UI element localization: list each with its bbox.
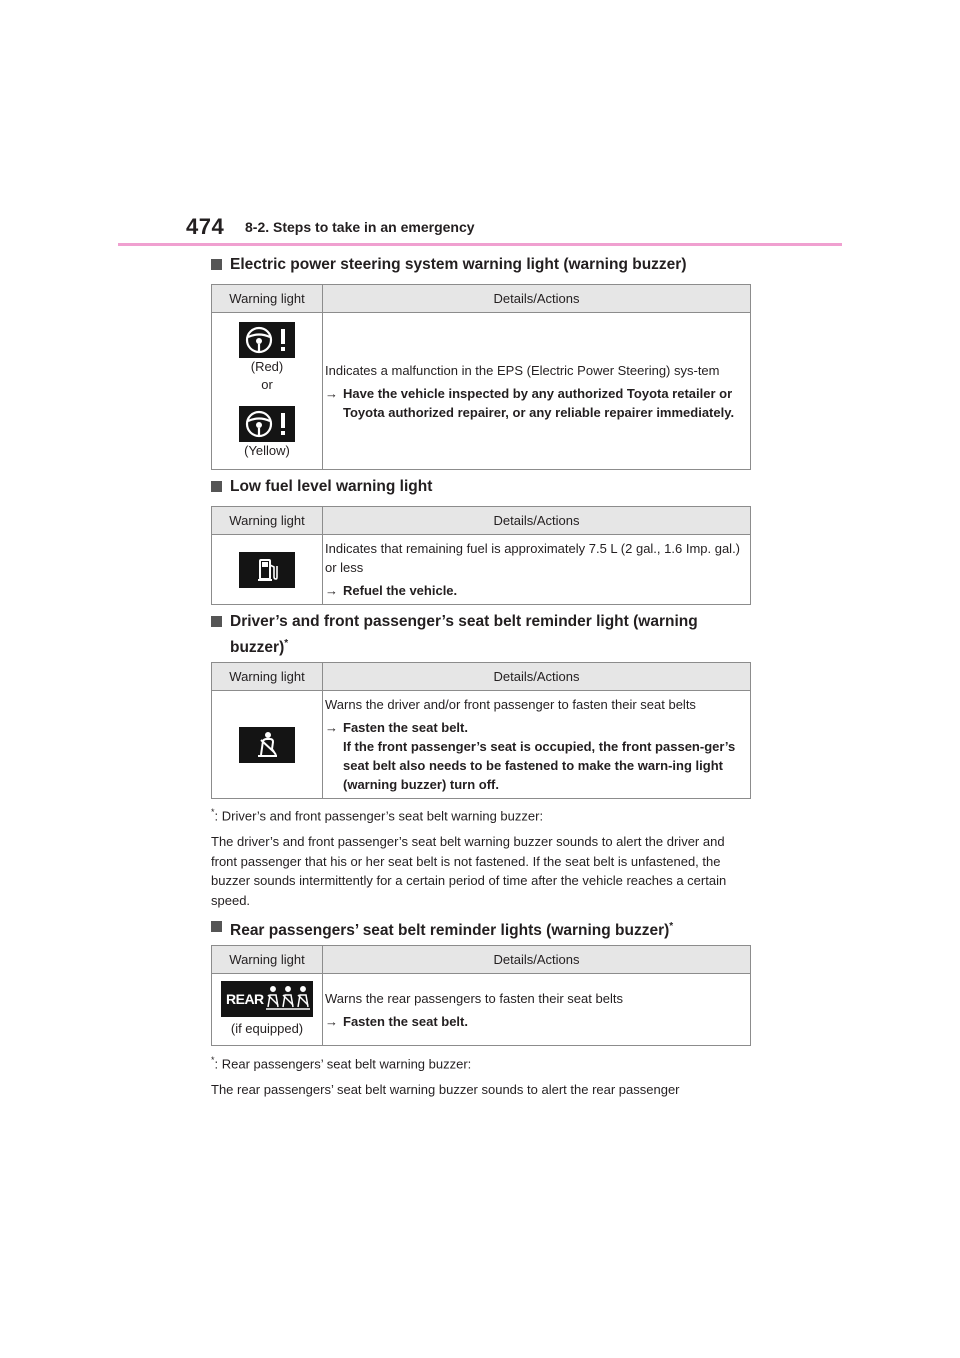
square-bullet-icon xyxy=(211,921,222,932)
caption-red: (Red) xyxy=(250,359,284,374)
rear-heading-text: Rear passengers’ seat belt reminder lights (warning buzzer) xyxy=(230,922,670,940)
fuel-table xyxy=(211,506,751,605)
arrow-icon: → xyxy=(325,720,338,735)
eps-heading xyxy=(211,254,751,276)
seatbelt-icon-cell xyxy=(212,691,323,799)
eps-detail-text: Indicates a malfunction in the EPS (Electric Power Steering) sys-tem xyxy=(325,362,720,378)
rear-caption: (if equipped) xyxy=(230,1021,304,1036)
rear-section xyxy=(211,916,751,942)
eps-heading-text: Electric power steering system warning light (warning buzzer) xyxy=(230,256,687,273)
eps-icon-cell xyxy=(212,313,323,470)
eps-action xyxy=(325,384,748,422)
col-details: Details/Actions xyxy=(323,285,751,313)
fuel-table-wrap xyxy=(211,506,751,605)
col-warning-light: Warning light xyxy=(212,663,323,691)
rear-action xyxy=(325,1012,748,1031)
seatbelt-table-wrap xyxy=(211,662,751,799)
seatbelt-action-text: Fasten the seat belt. xyxy=(343,720,468,735)
footnote-mark: * xyxy=(211,807,215,817)
section-title: 8-2. Steps to take in an emergency xyxy=(245,219,475,235)
seatbelt-reminder-icon xyxy=(239,727,295,763)
rear-icon-label: REAR xyxy=(226,991,264,1007)
fuel-action xyxy=(325,581,748,600)
rear-details-cell xyxy=(323,974,751,1046)
arrow-icon: → xyxy=(325,1013,338,1029)
header-divider xyxy=(118,243,842,246)
square-bullet-icon xyxy=(211,481,222,492)
rear-action-text: Fasten the seat belt. xyxy=(343,1013,468,1029)
footnote-mark: * xyxy=(284,638,289,649)
caption-or: or xyxy=(261,377,273,392)
arrow-icon: → xyxy=(325,385,338,401)
fuel-action-text: Refuel the vehicle. xyxy=(343,583,458,598)
seatbelt-table xyxy=(211,662,751,799)
fuel-heading-text: Low fuel level warning light xyxy=(230,478,433,495)
rear-icon-cell xyxy=(212,974,323,1046)
footnote-2-text: : Rear passengers’ seat belt warning buzzer: xyxy=(214,1056,472,1072)
rear-heading xyxy=(211,916,751,942)
seatbelt-action xyxy=(325,718,748,794)
footnote-mark: * xyxy=(669,921,674,932)
eps-action-text: Have the vehicle inspected by any authorized Toyota retailer or Toyota authorized repairer, or any reliable repairer immediately. xyxy=(343,385,735,420)
page-number: 474 xyxy=(186,214,225,239)
col-details: Details/Actions xyxy=(323,507,751,535)
rear-detail-text: Warns the rear passengers to fasten their seat belts xyxy=(325,990,623,1006)
fuel-details-cell xyxy=(323,535,751,605)
col-warning-light: Warning light xyxy=(212,946,323,974)
col-details: Details/Actions xyxy=(323,663,751,691)
seatbelt-details-cell xyxy=(323,691,751,799)
rear-table-wrap xyxy=(211,945,751,1046)
col-warning-light: Warning light xyxy=(212,507,323,535)
square-bullet-icon xyxy=(211,616,222,627)
steering-warning-yellow-icon xyxy=(239,406,295,442)
seatbelt-action-subtext: If the front passenger’s seat is occupied, the front passen-ger’s seat belt also needs to be fastened to make the warn-ing light (warning buzzer) turn off. xyxy=(343,739,736,792)
fuel-section xyxy=(211,476,751,498)
footnote-1-text: : Driver’s and front passenger’s seat belt warning buzzer: xyxy=(214,808,544,824)
seatbelt-section xyxy=(211,611,751,659)
col-details: Details/Actions xyxy=(323,946,751,974)
footnote-2-paragraph: The rear passengers’ seat belt warning buzzer sounds to alert the rear passenger xyxy=(211,1082,680,1097)
seatbelt-detail-text: Warns the driver and/or front passenger to fasten their seat belts xyxy=(325,697,696,712)
fuel-pump-icon xyxy=(239,552,295,588)
square-bullet-icon xyxy=(211,259,222,270)
footnote-1-paragraph: The driver’s and front passenger’s seat belt warning buzzer sounds to alert the driver and front passenger that his or her seat belt is not fastened. If the seat belt is unfastened, the buzzer sounds intermittently for a certain period of time after the vehicle reaches a certain speed. xyxy=(211,834,727,908)
fuel-heading xyxy=(211,476,751,498)
eps-section xyxy=(211,254,751,276)
col-warning-light: Warning light xyxy=(212,285,323,313)
rear-seatbelt-icon xyxy=(221,981,313,1017)
seatbelt-heading-text: Driver’s and front passenger’s seat belt reminder light (warning buzzer) xyxy=(230,613,698,657)
fuel-icon-cell xyxy=(212,535,323,605)
arrow-icon: → xyxy=(325,583,338,598)
fuel-detail-text: Indicates that remaining fuel is approximately 7.5 L (2 gal., 1.6 Imp. gal.) or less xyxy=(325,541,741,575)
footnote-2 xyxy=(211,1051,751,1073)
steering-warning-red-icon xyxy=(239,322,295,358)
footnote-mark: * xyxy=(211,1055,215,1065)
seatbelt-heading xyxy=(211,611,751,659)
rear-table xyxy=(211,945,751,1046)
eps-table-wrap xyxy=(211,284,751,470)
footnote-1 xyxy=(211,803,751,825)
eps-details-cell xyxy=(323,313,751,470)
eps-table xyxy=(211,284,751,470)
caption-yellow: (Yellow) xyxy=(244,443,290,458)
